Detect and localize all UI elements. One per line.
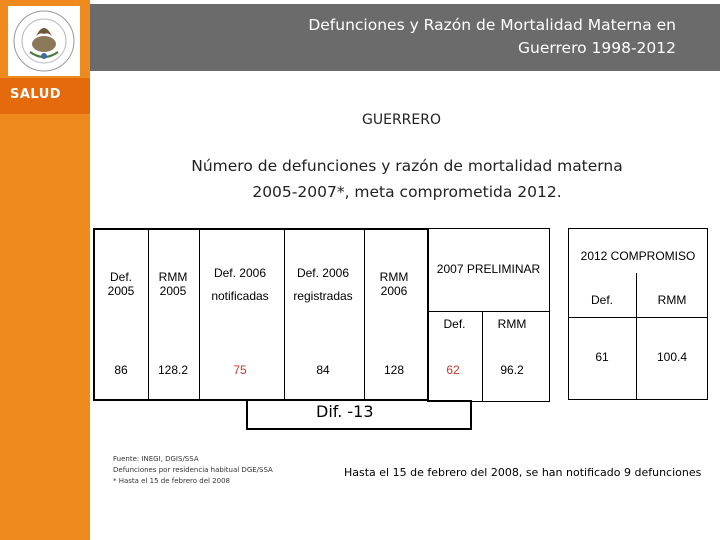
state-name: GUERRERO	[362, 112, 441, 128]
value-rmm-2005: 128.2	[157, 363, 189, 377]
header-rmm-2006	[366, 270, 422, 298]
subtitle	[150, 153, 664, 205]
preliminary-header-def: Def.	[443, 317, 466, 331]
page-title	[256, 14, 676, 60]
difference-label: Dif. -13	[316, 402, 374, 421]
header-def-2006-notificadas	[200, 266, 280, 303]
header-text: Def. 2006	[213, 266, 267, 280]
value-def-2005: 86	[114, 363, 128, 377]
salud-label: SALUD	[10, 87, 62, 102]
header-text: RMM	[158, 270, 188, 284]
column-divider	[148, 230, 149, 399]
value-def-2006-registradas: 84	[316, 363, 330, 377]
notification-note: Hasta el 15 de febrero del 2008, se han notificado 9 defunciones	[344, 466, 702, 479]
preliminary-value-rmm: 96.2	[500, 363, 524, 377]
header-text: 2005	[159, 284, 187, 298]
commitment-value-rmm: 100.4	[656, 350, 688, 364]
subtitle-line-1: Número de defunciones y razón de mortalidad materna	[191, 157, 623, 175]
value-rmm-2006: 128	[383, 363, 405, 377]
source-line-2: Defunciones por residencia habitual DGE/SSA	[113, 466, 273, 474]
source-line-3: * Hasta el 15 de febrero del 2008	[113, 477, 230, 485]
preliminary-title: 2007 PRELIMINAR	[436, 262, 541, 276]
value-def-2006-notificadas: 75	[233, 363, 247, 377]
header-def-2006-registradas	[285, 266, 361, 303]
row-divider	[428, 311, 549, 312]
commitment-value-def: 61	[595, 350, 609, 364]
commitment-header-rmm: RMM	[657, 293, 687, 307]
header-text: notificadas	[211, 289, 269, 303]
preliminary-value-def: 62	[446, 363, 460, 377]
commitment-header-def: Def.	[590, 293, 613, 307]
header-rmm-2005	[150, 270, 196, 298]
source-note	[113, 454, 313, 487]
subtitle-line-2: 2005-2007*, meta comprometida 2012.	[252, 183, 562, 201]
row-divider	[569, 317, 707, 318]
header-text: Def.	[109, 270, 132, 284]
header-text: Def. 2006	[296, 266, 350, 280]
header-text: 2006	[380, 284, 408, 298]
title-line-2: Guerrero 1998-2012	[518, 39, 676, 57]
header-text: 2005	[107, 284, 135, 298]
preliminary-header-rmm: RMM	[497, 317, 527, 331]
commitment-title: 2012 COMPROMISO	[580, 249, 696, 263]
title-line-1: Defunciones y Razón de Mortalidad Materna en	[308, 16, 676, 34]
source-line-1: Fuente: INEGI, DGIS/SSA	[113, 455, 199, 463]
column-divider	[364, 230, 365, 399]
header-def-2005	[98, 270, 144, 298]
header-text: registradas	[293, 289, 353, 303]
coat-of-arms-logo	[8, 6, 80, 76]
header-text: RMM	[379, 270, 409, 284]
